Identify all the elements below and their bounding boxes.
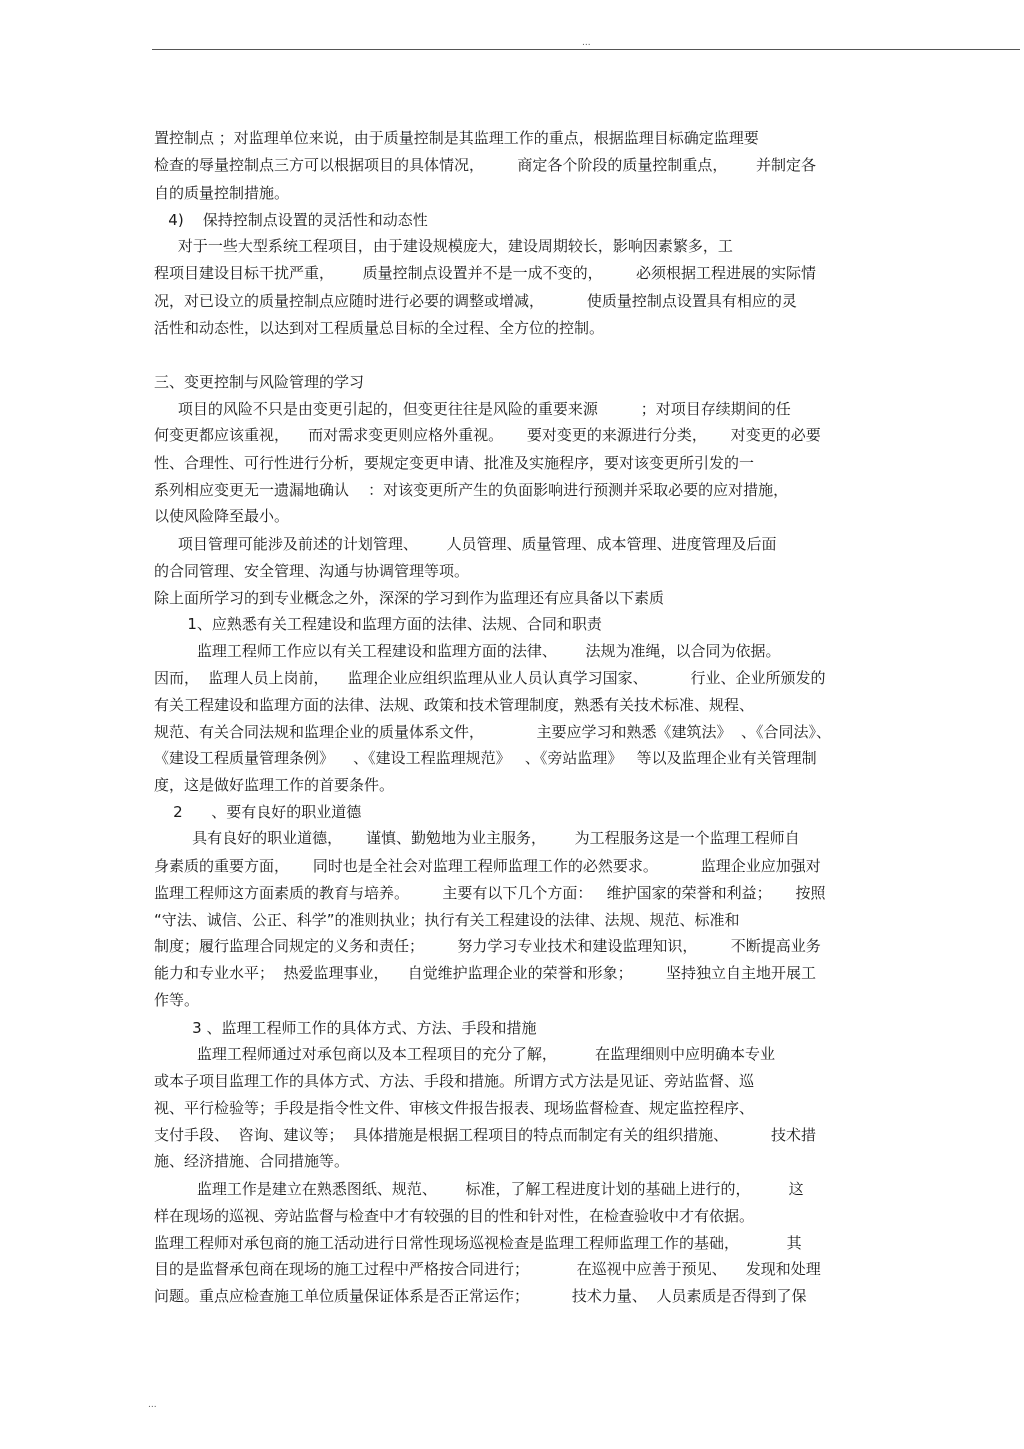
header-rule (152, 49, 1020, 50)
text-line: 有关工程建设和监理方面的法律、法规、政策和技术管理制度，熟悉有关技术标准、规程、 (154, 696, 755, 714)
text-line: 性、合理性、可行性进行分析，要规定变更申请、批准及实施程序，要对该变更所引发的一 (154, 454, 755, 472)
text-line: 活性和动态性，以达到对工程质量总目标的全过程、全方位的控制。 (154, 319, 605, 337)
text-line: 监理工作是建立在熟悉图纸、规范、 标准，了解工程进度计划的基础上进行的， 这 (154, 1180, 804, 1198)
text-line: 何变更都应该重视， 而对需求变更则应格外重视。 要对变更的来源进行分类， 对变更的必要 (154, 426, 821, 444)
text-line: 除上面所学习的到专业概念之外，深深的学习到作为监理还有应具备以下素质 (154, 589, 665, 607)
text-line: 系列相应变更无一遗漏地确认 ：对该变更所产生的负面影响进行预测并采取必要的应对措施， (154, 481, 789, 499)
text-line: 况，对已设立的质量控制点应随时进行必要的调整或增减， 使质量控制点设置具有相应的灵 (154, 292, 797, 310)
text-line: 问题。重点应检查施工单位质量保证体系是否正常运作； 技术力量、 人员素质是否得到了保 (154, 1287, 807, 1305)
text-line: 项目的风险不只是由变更引起的，但变更往往是风险的重要来源 ；对项目存续期间的任 (154, 400, 791, 418)
text-line: 检查的辱量控制点三方可以根据项目的具体情况， 商定各个阶段的质量控制重点， 并制定各 (154, 156, 816, 174)
text-line: 项目管理可能涉及前述的计划管理、 人员管理、质量管理、成本管理、进度管理及后面 (154, 535, 777, 553)
footer-mark: ... (148, 1400, 157, 1410)
text-line: 身素质的重要方面， 同时也是全社会对监理工程师监理工作的必然要求。 监理企业应加强对 (154, 857, 821, 875)
text-line: 三、变更控制与风险管理的学习 (154, 373, 365, 391)
text-line: 因而， 监理人员上岗前， 监理企业应组织监理从业人员认真学习国家、 行业、企业所颁发的 (154, 669, 826, 687)
text-line: “守法、诚信、公正、科学”的准则执业；执行有关工程建设的法律、法规、规范、标准和 (154, 911, 740, 929)
text-line: 或本子项目监理工作的具体方式、方法、手段和措施。所谓方式方法是见证、旁站监督、巡 (154, 1072, 755, 1090)
text-line: 视、平行检验等；手段是指令性文件、审核文件报告报表、现场监督检查、规定监控程序、 (154, 1099, 755, 1117)
text-line: 施、经济措施、合同措施等。 (154, 1152, 350, 1170)
text-line: 能力和专业水平； 热爱监理事业， 自觉维护监理企业的荣誉和形象； 坚持独立自主地开展工 (154, 964, 816, 982)
text-line: 作等。 (154, 991, 200, 1009)
text-line: 监理工程师对承包商的施工活动进行日常性现场巡视检查是监理工程师监理工作的基础， 其 (154, 1234, 802, 1252)
text-line: 3 、监理工程师工作的具体方式、方法、手段和措施 (154, 1019, 537, 1037)
text-line: 对于一些大型系统工程项目，由于建设规模庞大，建设周期较长，影响因素繁多，工 (154, 237, 733, 255)
text-line: 自的质量控制措施。 (154, 184, 290, 202)
text-line: 4) 保持控制点设置的灵活性和动态性 (154, 211, 428, 229)
text-line: 以使风险降至最小。 (154, 507, 290, 525)
text-line: 具有良好的职业道德， 谨慎、勤勉地为业主服务， 为工程服务这是一个监理工程师自 (154, 829, 800, 847)
text-line: 《建设工程质量管理条例》 、《建设工程监理规范》 、《旁站监理》 等以及监理企业有关管理制 (154, 749, 817, 767)
text-line: 的合同管理、安全管理、沟通与协调管理等项。 (154, 562, 470, 580)
text-line: 1、应熟悉有关工程建设和监理方面的法律、法规、合同和职责 (154, 615, 602, 633)
text-line: 2 、要有良好的职业道德 (154, 803, 362, 821)
text-line: 样在现场的巡视、旁站监督与检查中才有较强的目的性和针对性，在检查验收中才有依据。 (154, 1207, 755, 1225)
text-line: 监理工程师工作应以有关工程建设和监理方面的法律、 法规为准绳，以合同为依据。 (154, 642, 781, 660)
text-line: 度，这是做好监理工作的首要条件。 (154, 776, 395, 794)
text-line: 监理工程师通过对承包商以及本工程项目的充分了解， 在监理细则中应明确本专业 (154, 1045, 776, 1063)
text-line: 目的是监督承包商在现场的施工过程中严格按合同进行； 在巡视中应善于预见、 发现和处理 (154, 1260, 821, 1278)
text-line: 置控制点 ；对监理单位来说，由于质量控制是其监理工作的重点，根据监理目标确定监理要 (154, 129, 759, 147)
text-line: 制度；履行监理合同规定的义务和责任； 努力学习专业技术和建设监理知识， 不断提高业务 (154, 937, 821, 955)
text-line: 规范、有关合同法规和监理企业的质量体系文件， 主要应学习和熟悉《建筑法》 、《合同法》、 (154, 723, 831, 741)
text-line: 监理工程师这方面素质的教育与培养。 主要有以下几个方面： 维护国家的荣誉和利益； 按照 (154, 884, 826, 902)
text-line: 支付手段、 咨询、建议等； 具体措施是根据工程项目的特点而制定有关的组织措施、 技术措 (154, 1126, 816, 1144)
text-line: 程项目建设目标干扰严重， 质量控制点设置并不是一成不变的， 必须根据工程进展的实际情 (154, 264, 816, 282)
header-mark: ... (582, 38, 591, 48)
